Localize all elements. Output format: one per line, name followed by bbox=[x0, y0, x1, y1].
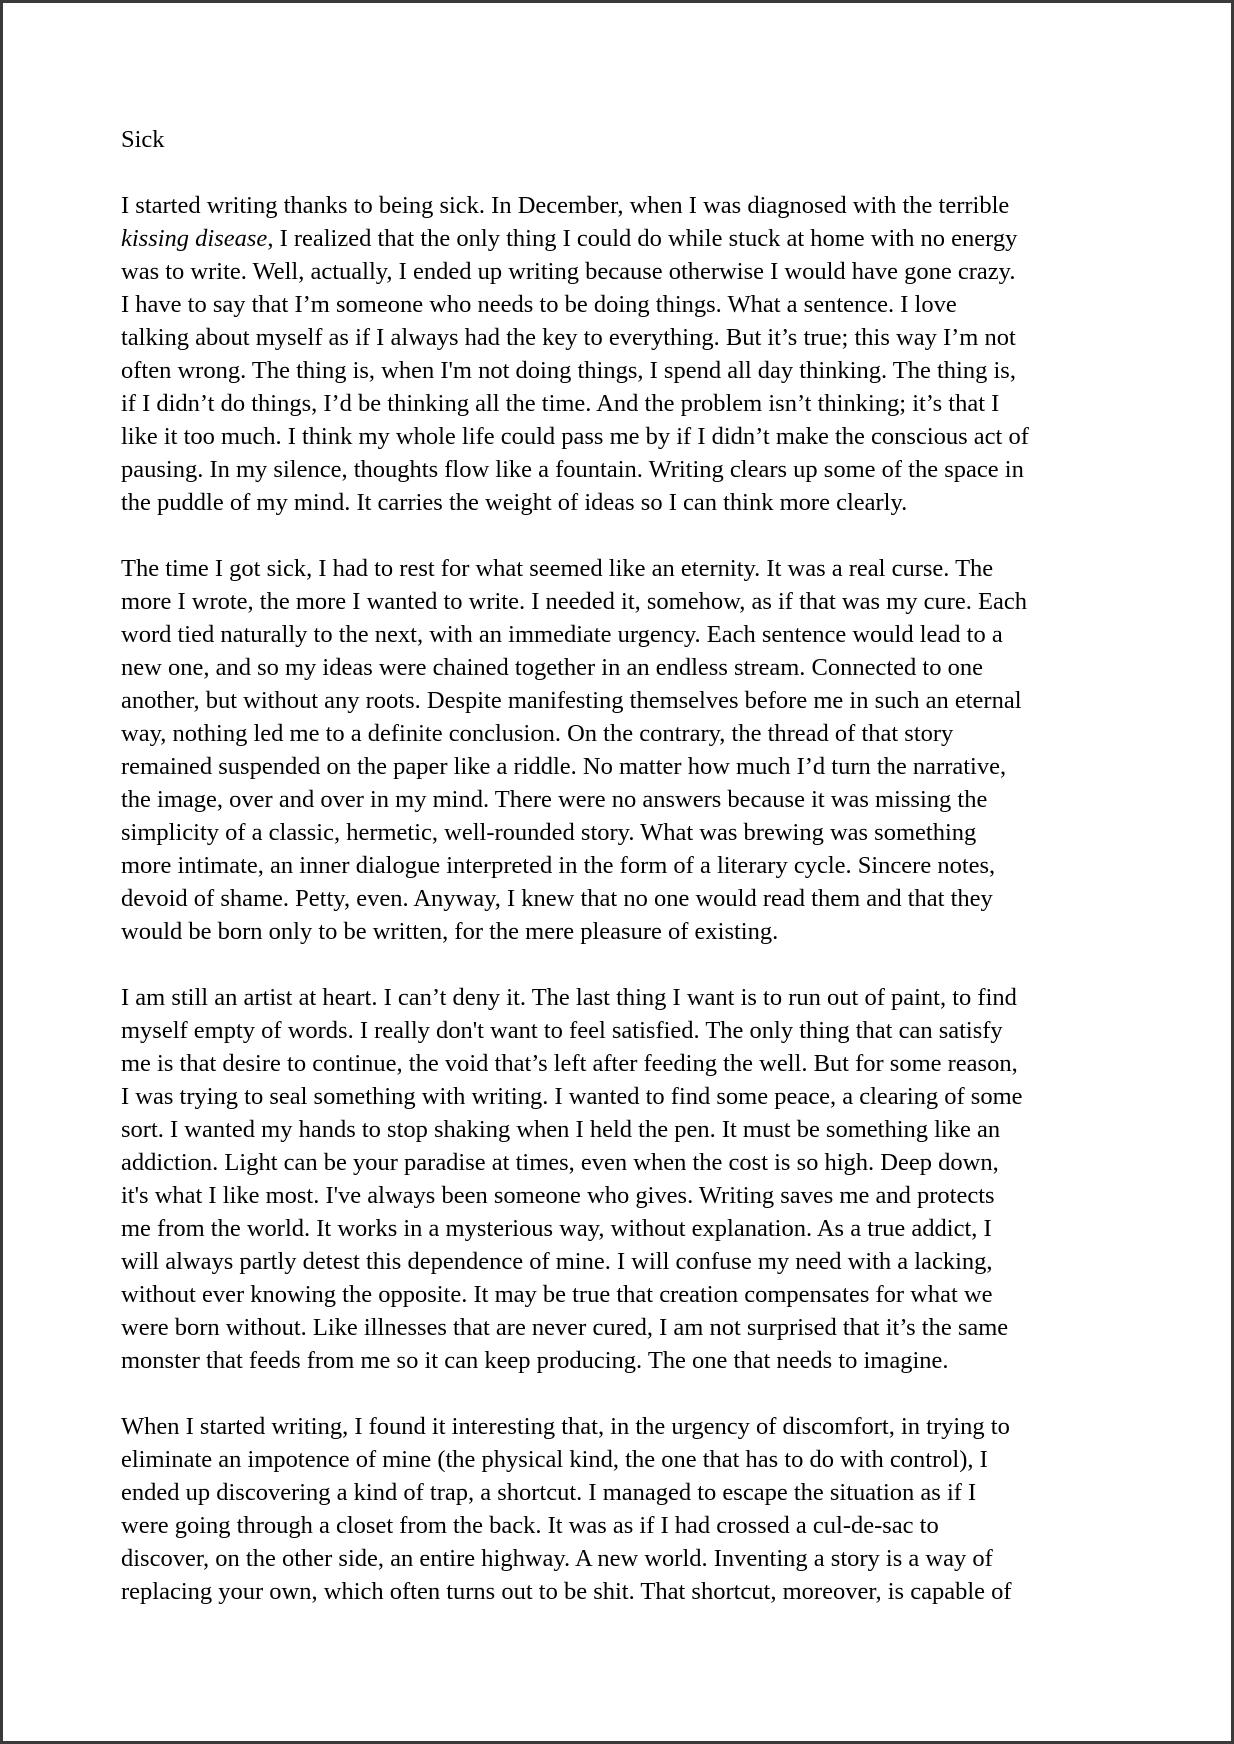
document-title: Sick bbox=[121, 126, 165, 153]
text-line: myself empty of words. I really don't want to feel satisfied. The only thing that can satisfy bbox=[121, 1017, 1003, 1044]
text-line: the image, over and over in my mind. There were no answers because it was missing the bbox=[121, 786, 988, 813]
text-line: I was trying to seal something with writing. I wanted to find some peace, a clearing of some bbox=[121, 1083, 1023, 1110]
paragraph-2 bbox=[121, 552, 1121, 948]
paragraph-4 bbox=[121, 1410, 1121, 1608]
text-line: were going through a closet from the back. It was as if I had crossed a cul-de-sac to bbox=[121, 1512, 939, 1539]
text-line: The time I got sick, I had to rest for what seemed like an eternity. It was a real curse. The bbox=[121, 555, 994, 582]
text-line: more intimate, an inner dialogue interpreted in the form of a literary cycle. Sincere notes, bbox=[121, 852, 996, 879]
text-line: simplicity of a classic, hermetic, well-rounded story. What was brewing was something bbox=[121, 819, 977, 846]
text-line: talking about myself as if I always had the key to everything. But it’s true; this way I’m not bbox=[121, 324, 1016, 351]
text-line: way, nothing led me to a definite conclusion. On the contrary, the thread of that story bbox=[121, 720, 954, 747]
text-line: devoid of shame. Petty, even. Anyway, I knew that no one would read them and that they bbox=[121, 885, 993, 912]
text-line: the puddle of my mind. It carries the weight of ideas so I can think more clearly. bbox=[121, 489, 908, 516]
text-line: I have to say that I’m someone who needs to be doing things. What a sentence. I love bbox=[121, 291, 957, 318]
text-line: was to write. Well, actually, I ended up writing because otherwise I would have gone crazy. bbox=[121, 258, 1016, 285]
text-line: replacing your own, which often turns out to be shit. That shortcut, moreover, is capable of bbox=[121, 1578, 1012, 1605]
text-line: if I didn’t do things, I’d be thinking all the time. And the problem isn’t thinking; it’s that I bbox=[121, 390, 1000, 417]
text-line: another, but without any roots. Despite manifesting themselves before me in such an eternal bbox=[121, 687, 1022, 714]
text-line: often wrong. The thing is, when I'm not doing things, I spend all day thinking. The thing is, bbox=[121, 357, 1016, 384]
text-line-rest: , I realized that the only thing I could do while stuck at home with no energy bbox=[267, 225, 1018, 252]
text-line: will always partly detest this dependence of mine. I will confuse my need with a lacking, bbox=[121, 1248, 993, 1275]
text-line: word tied naturally to the next, with an immediate urgency. Each sentence would lead to a bbox=[121, 621, 1003, 648]
text-line: discover, on the other side, an entire highway. A new world. Inventing a story is a way of bbox=[121, 1545, 993, 1572]
text-line: more I wrote, the more I wanted to write. I needed it, somehow, as if that was my cure. Each bbox=[121, 588, 1027, 615]
text-line: me is that desire to continue, the void that’s left after feeding the well. But for some reason, bbox=[121, 1050, 1018, 1077]
text-line: would be born only to be written, for the mere pleasure of existing. bbox=[121, 918, 779, 945]
text-line: without ever knowing the opposite. It may be true that creation compensates for what we bbox=[121, 1281, 993, 1308]
text-line: sort. I wanted my hands to stop shaking when I held the pen. It must be something like an bbox=[121, 1116, 1001, 1143]
document-body bbox=[121, 123, 1121, 1641]
text-line: monster that feeds from me so it can keep producing. The one that needs to imagine. bbox=[121, 1347, 949, 1374]
text-line: like it too much. I think my whole life could pass me by if I didn’t make the conscious act of bbox=[121, 423, 1029, 450]
text-line: remained suspended on the paper like a riddle. No matter how much I’d turn the narrative, bbox=[121, 753, 1007, 780]
text-line: addiction. Light can be your paradise at times, even when the cost is so high. Deep down, bbox=[121, 1149, 999, 1176]
paragraph-1 bbox=[121, 189, 1121, 519]
text-line: new one, and so my ideas were chained together in an endless stream. Connected to one bbox=[121, 654, 983, 681]
text-line: ended up discovering a kind of trap, a shortcut. I managed to escape the situation as if I bbox=[121, 1479, 977, 1506]
text-line: me from the world. It works in a mysterious way, without explanation. As a true addict, I bbox=[121, 1215, 992, 1242]
paragraph-3 bbox=[121, 981, 1121, 1377]
text-line: I am still an artist at heart. I can’t deny it. The last thing I want is to run out of paint, to find bbox=[121, 984, 1017, 1011]
text-line: When I started writing, I found it interesting that, in the urgency of discomfort, in trying to bbox=[121, 1413, 1010, 1440]
text-line: I started writing thanks to being sick. In December, when I was diagnosed with the terrible bbox=[121, 192, 1010, 219]
italic-phrase: kissing disease bbox=[121, 225, 268, 252]
text-line: eliminate an impotence of mine (the physical kind, the one that has to do with control), I bbox=[121, 1446, 988, 1473]
text-line: pausing. In my silence, thoughts flow like a fountain. Writing clears up some of the space in bbox=[121, 456, 1024, 483]
text-line: were born without. Like illnesses that are never cured, I am not surprised that it’s the same bbox=[121, 1314, 1009, 1341]
text-line: it's what I like most. I've always been someone who gives. Writing saves me and protects bbox=[121, 1182, 995, 1209]
text-line bbox=[121, 222, 1121, 255]
